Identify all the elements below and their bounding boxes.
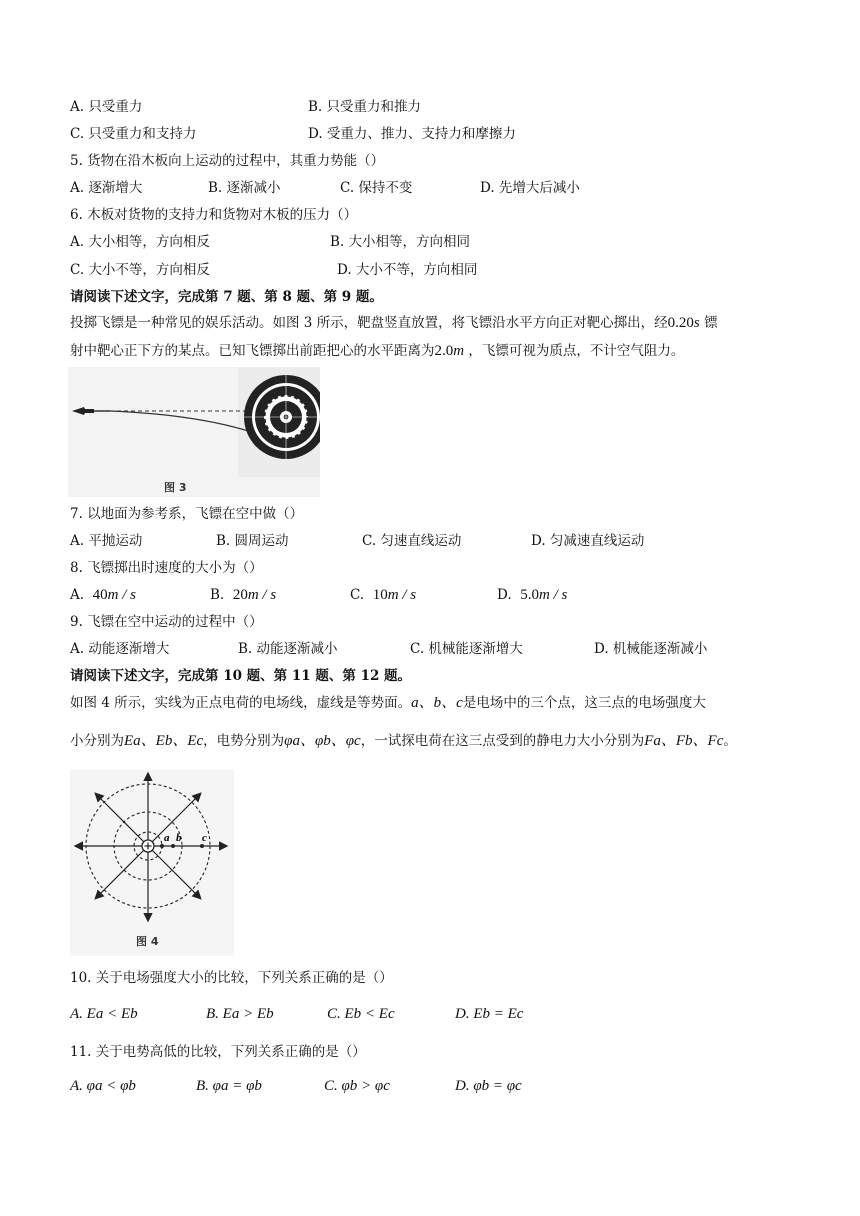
q6-option-b: B. 大小相等，方向相同 — [330, 234, 471, 250]
force-vars: Fa、Fb、Fc — [644, 733, 724, 749]
point-b — [171, 844, 175, 848]
q9-stem: 9. 飞镖在空中运动的过程中（） — [70, 614, 263, 630]
q5-option-d: D. 先增大后减小 — [480, 180, 580, 196]
q11-stem: 11. 关于电势高低的比较，下列关系正确的是（） — [70, 1044, 366, 1060]
q6-stem: 6. 木板对货物的支持力和货物对木板的压力（） — [70, 207, 358, 223]
q10-option-a: A. Ea < Eb — [70, 1006, 138, 1022]
q7-stem: 7. 以地面为参考系，飞镖在空中做（） — [70, 506, 304, 522]
distance-unit: m — [453, 343, 465, 359]
potential-vars: φa、φb、φc — [284, 733, 361, 749]
q11-option-a: A. φa < φb — [70, 1078, 136, 1094]
q9-option-b: B. 动能逐渐减小 — [238, 641, 338, 657]
figure-3-label: 图 3 — [164, 481, 187, 494]
q11-option-b: B. φa = φb — [196, 1078, 262, 1094]
q5-option-b: B. 逐渐减小 — [208, 180, 281, 196]
q7-option-d: D. 匀减速直线运动 — [531, 533, 645, 549]
q5-stem: 5. 货物在沿木板向上运动的过程中，其重力势能（） — [70, 153, 385, 169]
section2-text-1a: 投掷飞镖是一种常见的娱乐活动。如图 3 所示，靶盘竖直放置，将飞镖沿水平方向正对靶心掷出，经 — [70, 315, 668, 331]
q4-option-d: D. 受重力、推力、支持力和摩擦力 — [308, 126, 516, 142]
section2-para-line2 — [70, 342, 684, 360]
section3-heading: 请阅读下述文字，完成第 10 题、第 11 题、第 12 题。 — [70, 668, 412, 684]
section3-para-line1: 如图 4 所示，实线为正点电荷的电场线，虚线是等势面。a、b、c是电场中的三个点，这三点的电场强度大 — [70, 695, 706, 711]
section2-para-line1 — [70, 314, 718, 332]
time-value: 0.20 — [667, 315, 694, 331]
point-c — [200, 844, 204, 848]
field-strength-vars: Ea、Eb、Ec — [124, 733, 204, 749]
q11-option-c: C. φb > φc — [324, 1078, 390, 1094]
section3-para-line2: 小分别为Ea、Eb、Ec，电势分别为φa、φb、φc，一试探电荷在这三点受到的静电力大小分别为Fa、Fb、Fc。 — [70, 733, 737, 749]
q7-option-a: A. 平抛运动 — [70, 533, 143, 549]
point-c-label: c — [202, 832, 207, 844]
q11-option-d: D. φb = φc — [455, 1078, 522, 1094]
figure-3-dartboard — [68, 367, 320, 497]
q9-option-d: D. 机械能逐渐减小 — [594, 641, 708, 657]
point-a — [160, 844, 164, 848]
q10-option-d: D. Eb = Ec — [455, 1006, 524, 1022]
q4-option-b: B. 只受重力和推力 — [308, 99, 422, 115]
point-vars: a、b、c — [411, 695, 463, 711]
q7-option-b: B. 圆周运动 — [216, 533, 289, 549]
section2-heading: 请阅读下述文字，完成第 7 题、第 8 题、第 9 题。 — [70, 289, 383, 305]
q8-option-c: C. 10m / s — [350, 587, 417, 603]
q10-option-c: C. Eb < Ec — [327, 1006, 395, 1022]
q7-option-c: C. 匀速直线运动 — [362, 533, 462, 549]
figure-4-electric-field — [70, 770, 234, 956]
q5-option-a: A. 逐渐增大 — [70, 180, 143, 196]
figure-4-label: 图 4 — [136, 935, 159, 948]
q6-option-d: D. 大小不等，方向相同 — [337, 262, 478, 278]
distance-value: 2.0 — [434, 343, 454, 359]
point-b-label: b — [176, 832, 182, 844]
section2-text-1b: 镖 — [704, 315, 718, 331]
q4-option-a: A. 只受重力 — [70, 99, 143, 115]
point-a-label: a — [164, 832, 170, 844]
q4-option-c: C. 只受重力和支持力 — [70, 126, 197, 142]
q8-stem: 8. 飞镖掷出时速度的大小为（） — [70, 560, 263, 576]
q10-stem: 10. 关于电场强度大小的比较，下列关系正确的是（） — [70, 970, 393, 986]
q6-option-a: A. 大小相等，方向相反 — [70, 234, 210, 250]
q5-option-c: C. 保持不变 — [340, 180, 413, 196]
q9-option-a: A. 动能逐渐增大 — [70, 641, 170, 657]
q10-option-b: B. Ea > Eb — [206, 1006, 274, 1022]
q8-option-a: A. 40m / s — [70, 587, 136, 603]
section2-text-2a: 射中靶心正下方的某点。已知飞镖掷出前距把心的水平距离为 — [70, 343, 435, 359]
section2-text-2b: ，飞镖可视为质点，不计空气阻力。 — [468, 343, 685, 359]
q9-option-c: C. 机械能逐渐增大 — [410, 641, 523, 657]
q8-option-b: B. 20m / s — [210, 587, 277, 603]
q8-option-d: D. 5.0m / s — [497, 587, 568, 603]
q6-option-c: C. 大小不等，方向相反 — [70, 262, 210, 278]
positive-charge-icon — [142, 840, 154, 852]
time-unit: s — [693, 315, 700, 331]
